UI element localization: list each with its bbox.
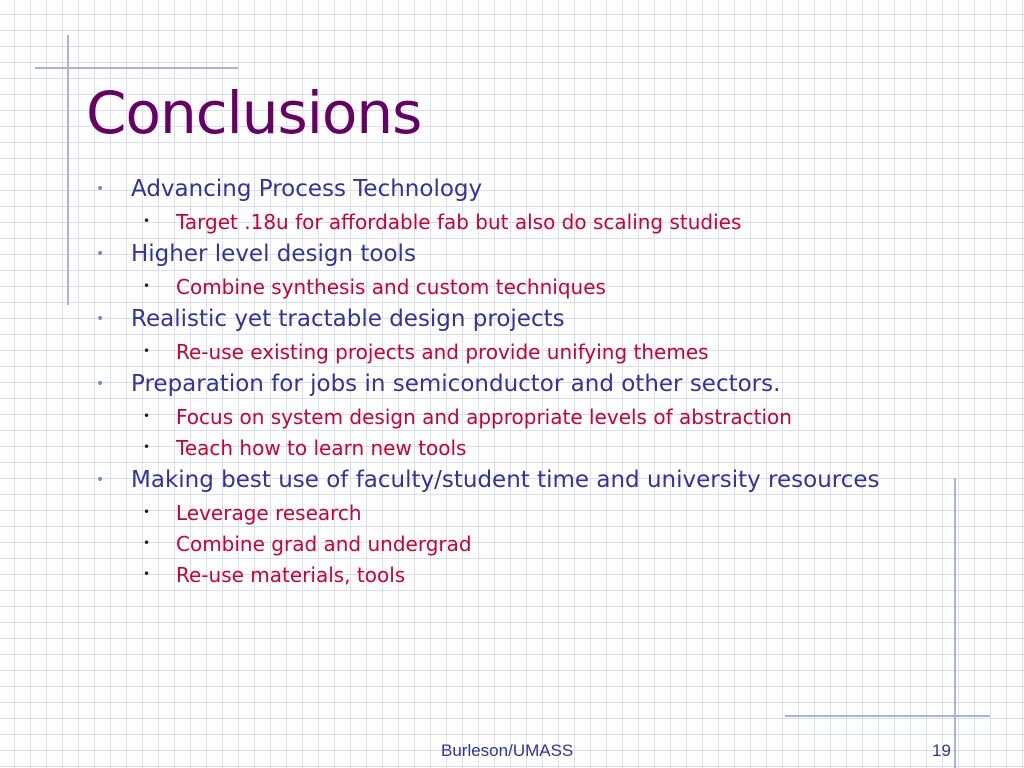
bullet-text: Leverage research xyxy=(176,501,362,525)
footer-text: Burleson/UMASS xyxy=(441,741,574,760)
bullet-icon: • xyxy=(143,505,151,519)
sub-bullet-item xyxy=(143,436,467,460)
bullet-text: Re-use materials, tools xyxy=(176,563,406,587)
bullet-icon: • xyxy=(143,214,151,228)
bullet-text: Realistic yet tractable design projects xyxy=(131,306,565,332)
sub-bullet-item xyxy=(143,563,406,587)
bullet-icon: • xyxy=(96,181,105,197)
bullet-item xyxy=(96,241,416,267)
bullet-icon: • xyxy=(143,344,151,358)
bullet-text: Combine synthesis and custom techniques xyxy=(176,275,606,299)
bullet-text: Re-use existing projects and provide unifying themes xyxy=(176,340,709,364)
bullet-icon: • xyxy=(143,567,151,581)
sub-bullet-item xyxy=(143,405,792,429)
bullet-item xyxy=(96,306,565,332)
bullet-text: Advancing Process Technology xyxy=(131,176,483,202)
bullet-icon: • xyxy=(96,376,105,392)
bullet-icon: • xyxy=(96,311,105,327)
sub-bullet-item xyxy=(143,275,606,299)
bullet-item xyxy=(96,176,483,202)
bullet-icon: • xyxy=(143,440,151,454)
bullet-text: Teach how to learn new tools xyxy=(176,436,467,460)
page-number: 19 xyxy=(932,741,951,760)
bullet-text: Preparation for jobs in semiconductor and other sectors. xyxy=(131,371,781,397)
bullet-text: Making best use of faculty/student time and university resources xyxy=(131,467,880,493)
bullet-icon: • xyxy=(96,246,105,262)
slide-title: Conclusions xyxy=(86,79,422,147)
bullet-item xyxy=(96,467,880,493)
bullet-text: Combine grad and undergrad xyxy=(176,532,472,556)
bullet-text: Target .18u for affordable fab but also do scaling studies xyxy=(176,210,742,234)
sub-bullet-item xyxy=(143,210,742,234)
sub-bullet-item xyxy=(143,532,472,556)
bullet-text: Higher level design tools xyxy=(131,241,416,267)
bullet-icon: • xyxy=(96,472,105,488)
bullet-icon: • xyxy=(143,536,151,550)
bullet-icon: • xyxy=(143,279,151,293)
bullet-icon: • xyxy=(143,409,151,423)
sub-bullet-item xyxy=(143,340,709,364)
sub-bullet-item xyxy=(143,501,362,525)
bullet-text: Focus on system design and appropriate levels of abstraction xyxy=(176,405,792,429)
bullet-item xyxy=(96,371,781,397)
